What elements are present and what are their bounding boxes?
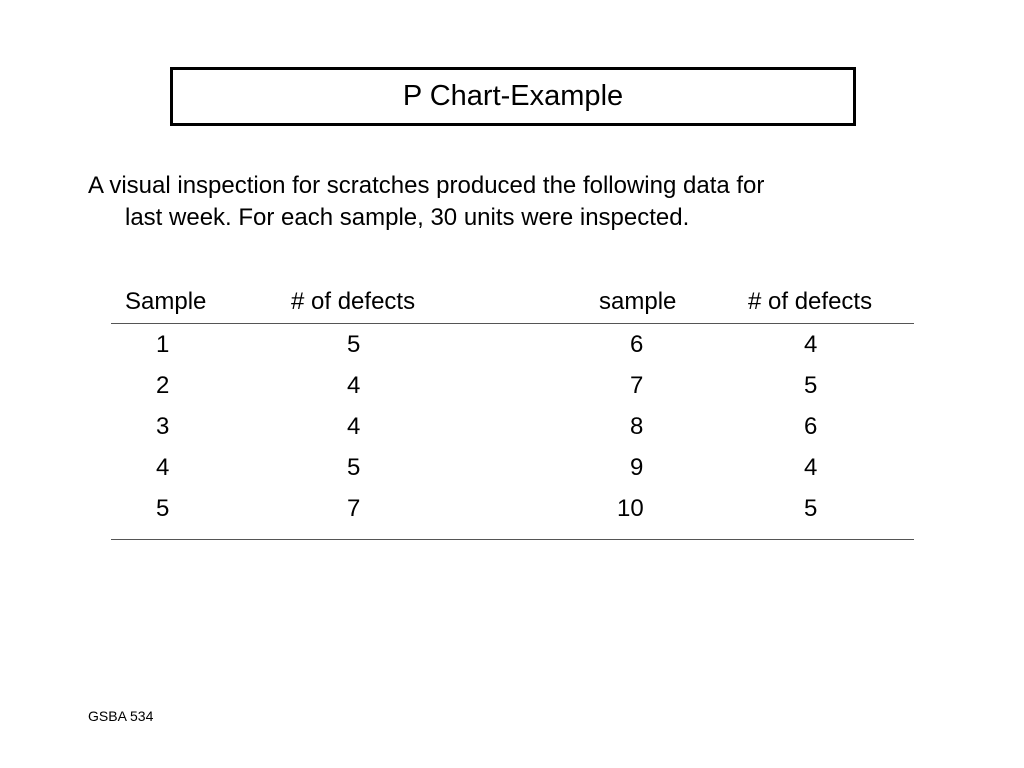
cell-defects: 5	[347, 331, 361, 358]
cell-sample: 7	[630, 372, 644, 399]
cell-sample: 10	[617, 495, 644, 522]
table-row	[111, 365, 914, 406]
intro-paragraph	[88, 170, 948, 234]
table-body	[111, 324, 914, 540]
cell-sample: 2	[156, 372, 170, 399]
cell-defects: 4	[347, 372, 361, 399]
table-row	[111, 324, 914, 365]
cell-sample: 8	[630, 413, 644, 440]
cell-defects: 5	[804, 495, 818, 522]
cell-defects: 6	[804, 413, 818, 440]
table-row	[111, 406, 914, 447]
cell-sample: 5	[156, 495, 170, 522]
header-sample-right: sample	[599, 288, 677, 315]
header-defects-left: # of defects	[291, 288, 416, 315]
slide-title	[170, 67, 856, 126]
footer-course-code: GSBA 534	[88, 708, 154, 724]
cell-defects: 7	[347, 495, 361, 522]
cell-sample: 9	[630, 454, 644, 481]
cell-defects: 5	[804, 372, 818, 399]
header-sample-left: Sample	[125, 288, 207, 315]
table-row	[111, 488, 914, 529]
cell-sample: 6	[630, 331, 644, 358]
cell-defects: 4	[804, 454, 818, 481]
cell-sample: 4	[156, 454, 170, 481]
intro-line-2: last week. For each sample, 30 units were inspected.	[125, 204, 690, 231]
slide-title-text: P Chart-Example	[402, 80, 624, 112]
table-header-row	[111, 281, 914, 324]
cell-sample: 1	[156, 331, 170, 358]
cell-defects: 4	[347, 413, 361, 440]
table-row	[111, 447, 914, 488]
intro-line-1: A visual inspection for scratches produced the following data for	[88, 172, 765, 199]
defects-table	[111, 281, 914, 540]
cell-defects: 5	[347, 454, 361, 481]
cell-defects: 4	[804, 331, 818, 358]
header-defects-right: # of defects	[748, 288, 873, 315]
cell-sample: 3	[156, 413, 170, 440]
